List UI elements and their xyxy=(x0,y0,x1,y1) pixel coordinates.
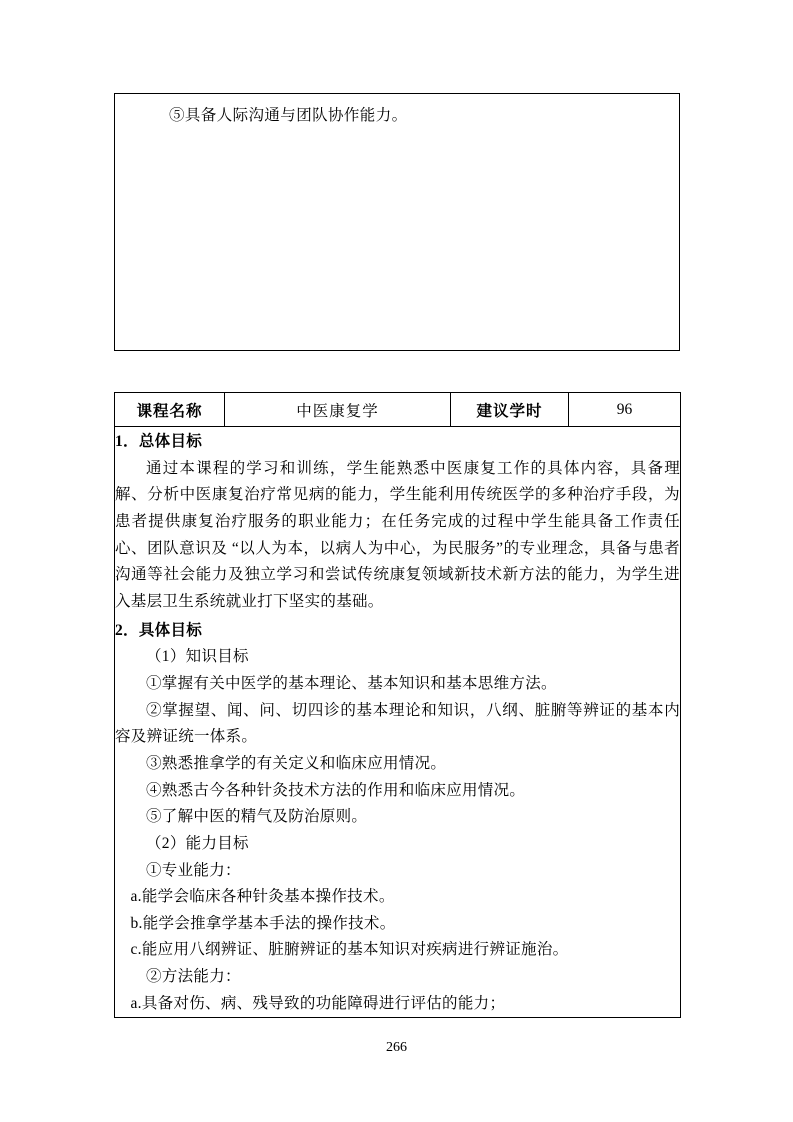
top-partial-table xyxy=(114,93,680,351)
suggested-hours-value: 96 xyxy=(569,393,681,427)
page-number: 266 xyxy=(386,1040,407,1055)
list-item: （1）知识目标 xyxy=(146,648,249,666)
list-item: ①掌握有关中医学的基本理论、基本知识和基本思维方法。 xyxy=(146,674,557,692)
list-item: ③熟悉推拿学的有关定义和临床应用情况。 xyxy=(146,754,447,772)
section-title-overall-goal: 1．总体目标 xyxy=(115,433,203,450)
list-item: ⑤了解中医的精气及防治原则。 xyxy=(146,808,368,826)
top-table-text: ⑤具备人际沟通与团队协作能力。 xyxy=(169,107,408,124)
list-item: a.能学会临床各种针灸基本操作技术。 xyxy=(130,888,395,906)
course-content-cell xyxy=(115,427,681,1018)
course-outline-table xyxy=(114,392,681,1018)
list-item: ②掌握望、闻、问、切四诊的基本理论和知识，八纲、脏腑等辨证的基本内容及辨证统一体系。 xyxy=(115,701,680,746)
table-row-header xyxy=(115,393,681,427)
overall-goal-paragraph: 通过本课程的学习和训练，学生能熟悉中医康复工作的具体内容，具备理解、分析中医康复治疗常见病的能力，学生能利用传统医学的多种治疗手段，为患者提供康复治疗服务的职业能力；在任务完成的过程中学生能具备工作责任心、团队意识及 “以人为本，以病人为中心，为民服务”的专业理念，具备与患者沟通等社会能力及独立学习和尝试传统康复领域新技术新方法的能力，为学生进入基层卫生系统就业打下坚实的基础。 xyxy=(115,459,680,610)
list-item: ①专业能力： xyxy=(146,861,241,879)
list-item: （2）能力目标 xyxy=(146,834,249,852)
section-title-specific-goal: 2．具体目标 xyxy=(115,621,203,639)
list-item: b.能学会推拿学基本手法的操作技术。 xyxy=(130,914,396,932)
course-name-label: 课程名称 xyxy=(115,393,225,427)
suggested-hours-label: 建议学时 xyxy=(451,393,569,427)
table-row-body xyxy=(115,427,681,1018)
list-item: ④熟悉古今各种针灸技术方法的作用和临床应用情况。 xyxy=(146,781,526,799)
course-name-value: 中医康复学 xyxy=(225,393,451,427)
list-item: ②方法能力： xyxy=(146,968,241,986)
list-item: a.具备对伤、病、残导致的功能障碍进行评估的能力； xyxy=(130,994,506,1012)
list-item: c.能应用八纲辨证、脏腑辨证的基本知识对疾病进行辨证施治。 xyxy=(130,941,569,959)
